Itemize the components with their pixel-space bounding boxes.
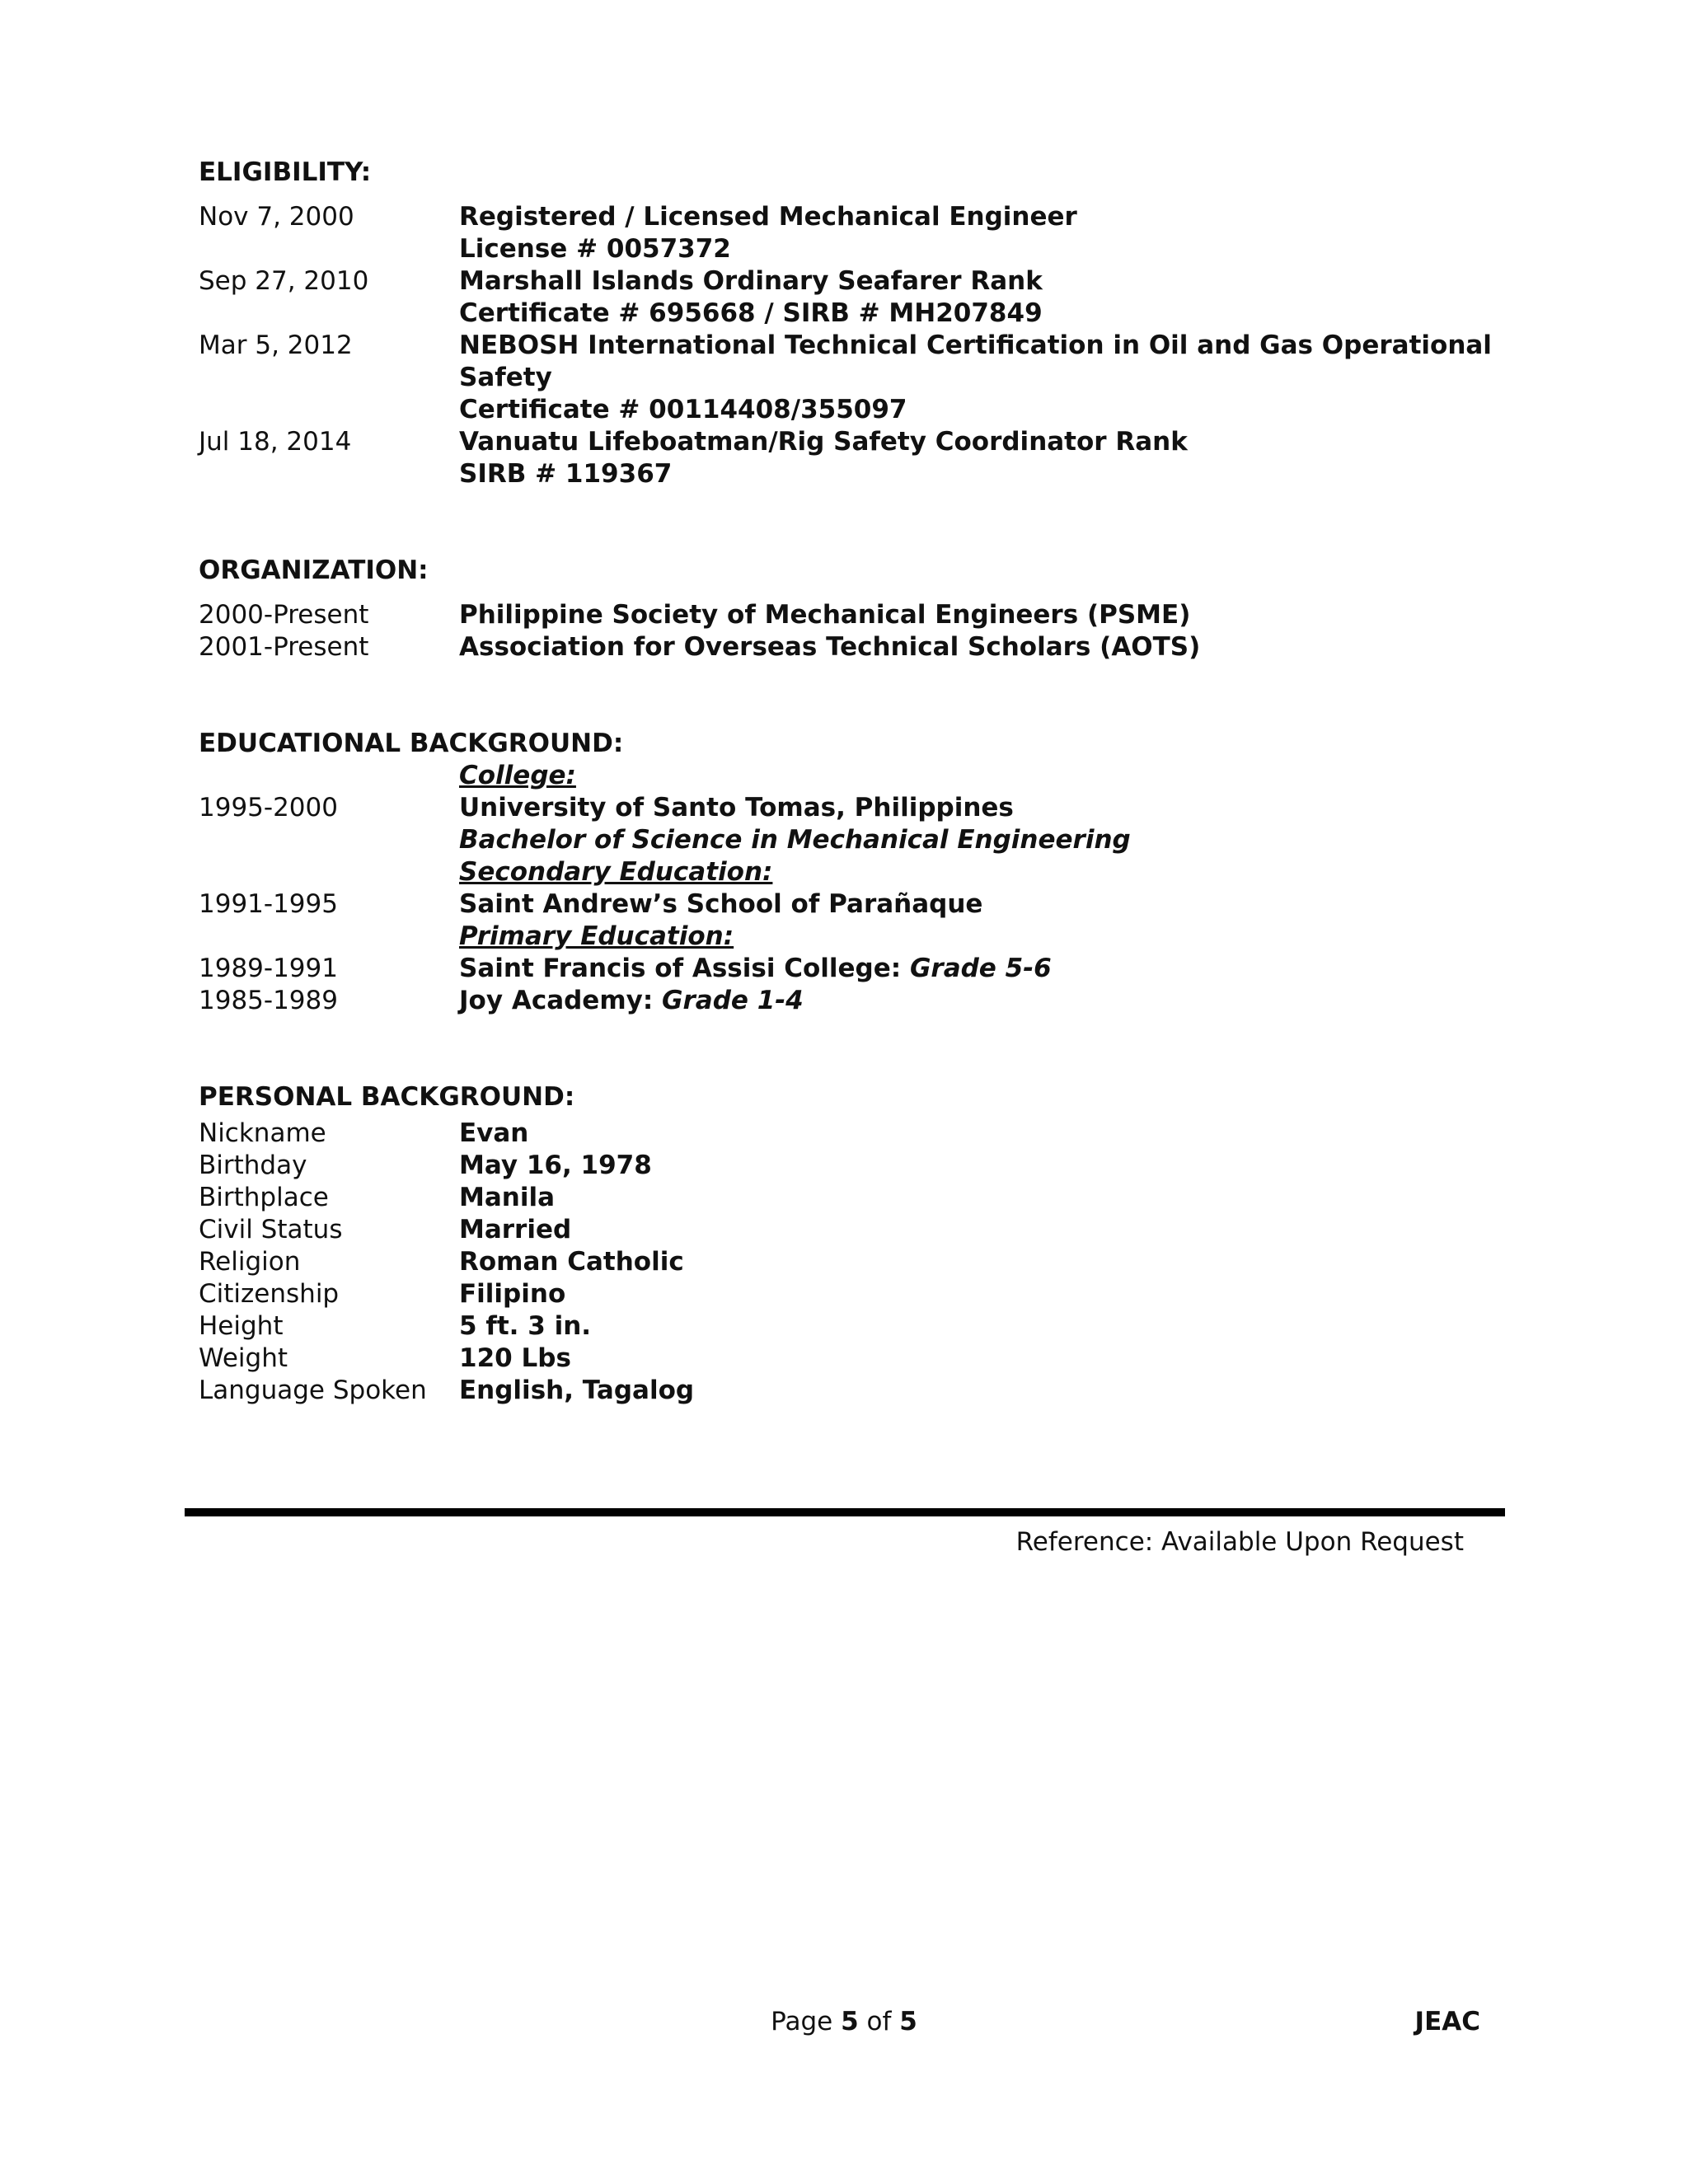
eligibility-number: Certificate # 695668 / SIRB # MH207849 <box>459 298 1043 328</box>
organization-section <box>199 555 1517 663</box>
organization-period: 2001-Present <box>199 632 369 662</box>
personal-label: Height <box>199 1311 284 1341</box>
personal-entry <box>199 1246 1517 1278</box>
page-of: of <box>858 2007 900 2036</box>
eligibility-number: Certificate # 00114408/355097 <box>459 395 907 424</box>
education-subhead-row <box>199 921 1517 953</box>
college-school: University of Santo Tomas, Philippines <box>459 793 1014 823</box>
eligibility-title: Marshall Islands Ordinary Seafarer Rank <box>459 266 1043 296</box>
personal-value: Filipino <box>459 1279 566 1309</box>
personal-label: Birthplace <box>199 1183 329 1212</box>
eligibility-entry <box>199 201 1517 265</box>
eligibility-number: License # 0057372 <box>459 234 731 264</box>
eligibility-date: Nov 7, 2000 <box>199 202 354 232</box>
eligibility-title: NEBOSH International Technical Certification in Oil and Gas Operational Safety <box>459 330 1492 392</box>
education-subhead-row <box>199 856 1517 888</box>
personal-value: Manila <box>459 1183 556 1212</box>
personal-entry <box>199 1118 1517 1150</box>
primary-school <box>459 985 1517 1017</box>
eligibility-heading: ELIGIBILITY: <box>199 157 372 187</box>
eligibility-title: Registered / Licensed Mechanical Engineer <box>459 202 1077 232</box>
college-subhead: College: <box>459 761 576 790</box>
personal-label: Civil Status <box>199 1215 343 1244</box>
personal-value: 5 ft. 3 in. <box>459 1311 592 1341</box>
education-entry <box>199 888 1517 921</box>
personal-entry <box>199 1343 1517 1375</box>
education-heading: EDUCATIONAL BACKGROUND: <box>199 729 624 758</box>
eligibility-detail <box>459 265 1517 330</box>
secondary-subhead: Secondary Education: <box>459 857 773 887</box>
reference-note: Reference: Available Upon Request <box>1015 1527 1464 1557</box>
footer-initials: JEAC <box>1414 2007 1480 2036</box>
eligibility-detail <box>459 330 1517 426</box>
organization-name: Association for Overseas Technical Scholars (AOTS) <box>459 632 1201 662</box>
organization-name: Philippine Society of Mechanical Engineers (PSME) <box>459 600 1191 630</box>
organization-heading: ORGANIZATION: <box>199 555 429 585</box>
eligibility-section <box>199 157 1517 490</box>
personal-label: Weight <box>199 1343 288 1373</box>
organization-entry <box>199 631 1517 663</box>
eligibility-number: SIRB # 119367 <box>459 459 673 489</box>
personal-value: English, Tagalog <box>459 1376 695 1405</box>
eligibility-date: Mar 5, 2012 <box>199 330 353 360</box>
primary-subhead: Primary Education: <box>459 921 734 951</box>
personal-label: Citizenship <box>199 1279 340 1309</box>
primary-grade: Grade 1-4 <box>662 986 804 1015</box>
education-entry <box>199 953 1517 985</box>
personal-value: 120 Lbs <box>459 1343 571 1373</box>
page-total: 5 <box>899 2007 917 2036</box>
eligibility-title: Vanuatu Lifeboatman/Rig Safety Coordinator Rank <box>459 427 1188 457</box>
eligibility-entry <box>199 426 1517 490</box>
education-entry <box>199 985 1517 1017</box>
personal-value: May 16, 1978 <box>459 1151 652 1180</box>
personal-section <box>199 1081 1517 1407</box>
personal-value: Roman Catholic <box>459 1247 684 1277</box>
page-prefix: Page <box>771 2007 842 2036</box>
personal-entry <box>199 1182 1517 1214</box>
eligibility-date: Jul 18, 2014 <box>199 427 352 457</box>
personal-label: Nickname <box>199 1118 326 1148</box>
personal-heading: PERSONAL BACKGROUND: <box>199 1082 575 1112</box>
education-period: 1989-1991 <box>199 954 338 983</box>
eligibility-detail <box>459 201 1517 265</box>
personal-label: Birthday <box>199 1151 307 1180</box>
education-detail <box>459 792 1517 856</box>
personal-entry <box>199 1150 1517 1182</box>
personal-value: Married <box>459 1215 572 1244</box>
college-degree: Bachelor of Science in Mechanical Engineering <box>459 825 1131 855</box>
education-entry <box>199 792 1517 856</box>
resume-content <box>199 157 1517 1407</box>
primary-school-name: Joy Academy: <box>459 986 663 1015</box>
personal-value: Evan <box>459 1118 529 1148</box>
education-period: 1991-1995 <box>199 889 338 919</box>
secondary-school: Saint Andrew’s School of Parañaque <box>459 889 983 919</box>
personal-entry <box>199 1278 1517 1310</box>
divider-rule <box>185 1508 1505 1516</box>
personal-entry <box>199 1310 1517 1343</box>
primary-grade: Grade 5-6 <box>909 954 1052 983</box>
eligibility-entry <box>199 330 1517 426</box>
eligibility-entry <box>199 265 1517 330</box>
education-period: 1985-1989 <box>199 986 338 1015</box>
personal-label: Religion <box>199 1247 301 1277</box>
personal-entry <box>199 1375 1517 1407</box>
eligibility-detail <box>459 426 1517 490</box>
education-subhead-row <box>199 760 1517 792</box>
organization-period: 2000-Present <box>199 600 369 630</box>
education-period: 1995-2000 <box>199 793 338 823</box>
primary-school <box>459 953 1517 985</box>
personal-label: Language Spoken <box>199 1376 427 1405</box>
eligibility-date: Sep 27, 2010 <box>199 266 369 296</box>
personal-entry <box>199 1214 1517 1246</box>
organization-entry <box>199 599 1517 631</box>
primary-school-name: Saint Francis of Assisi College: <box>459 954 910 983</box>
education-section <box>199 728 1517 1017</box>
page-current: 5 <box>841 2007 859 2036</box>
